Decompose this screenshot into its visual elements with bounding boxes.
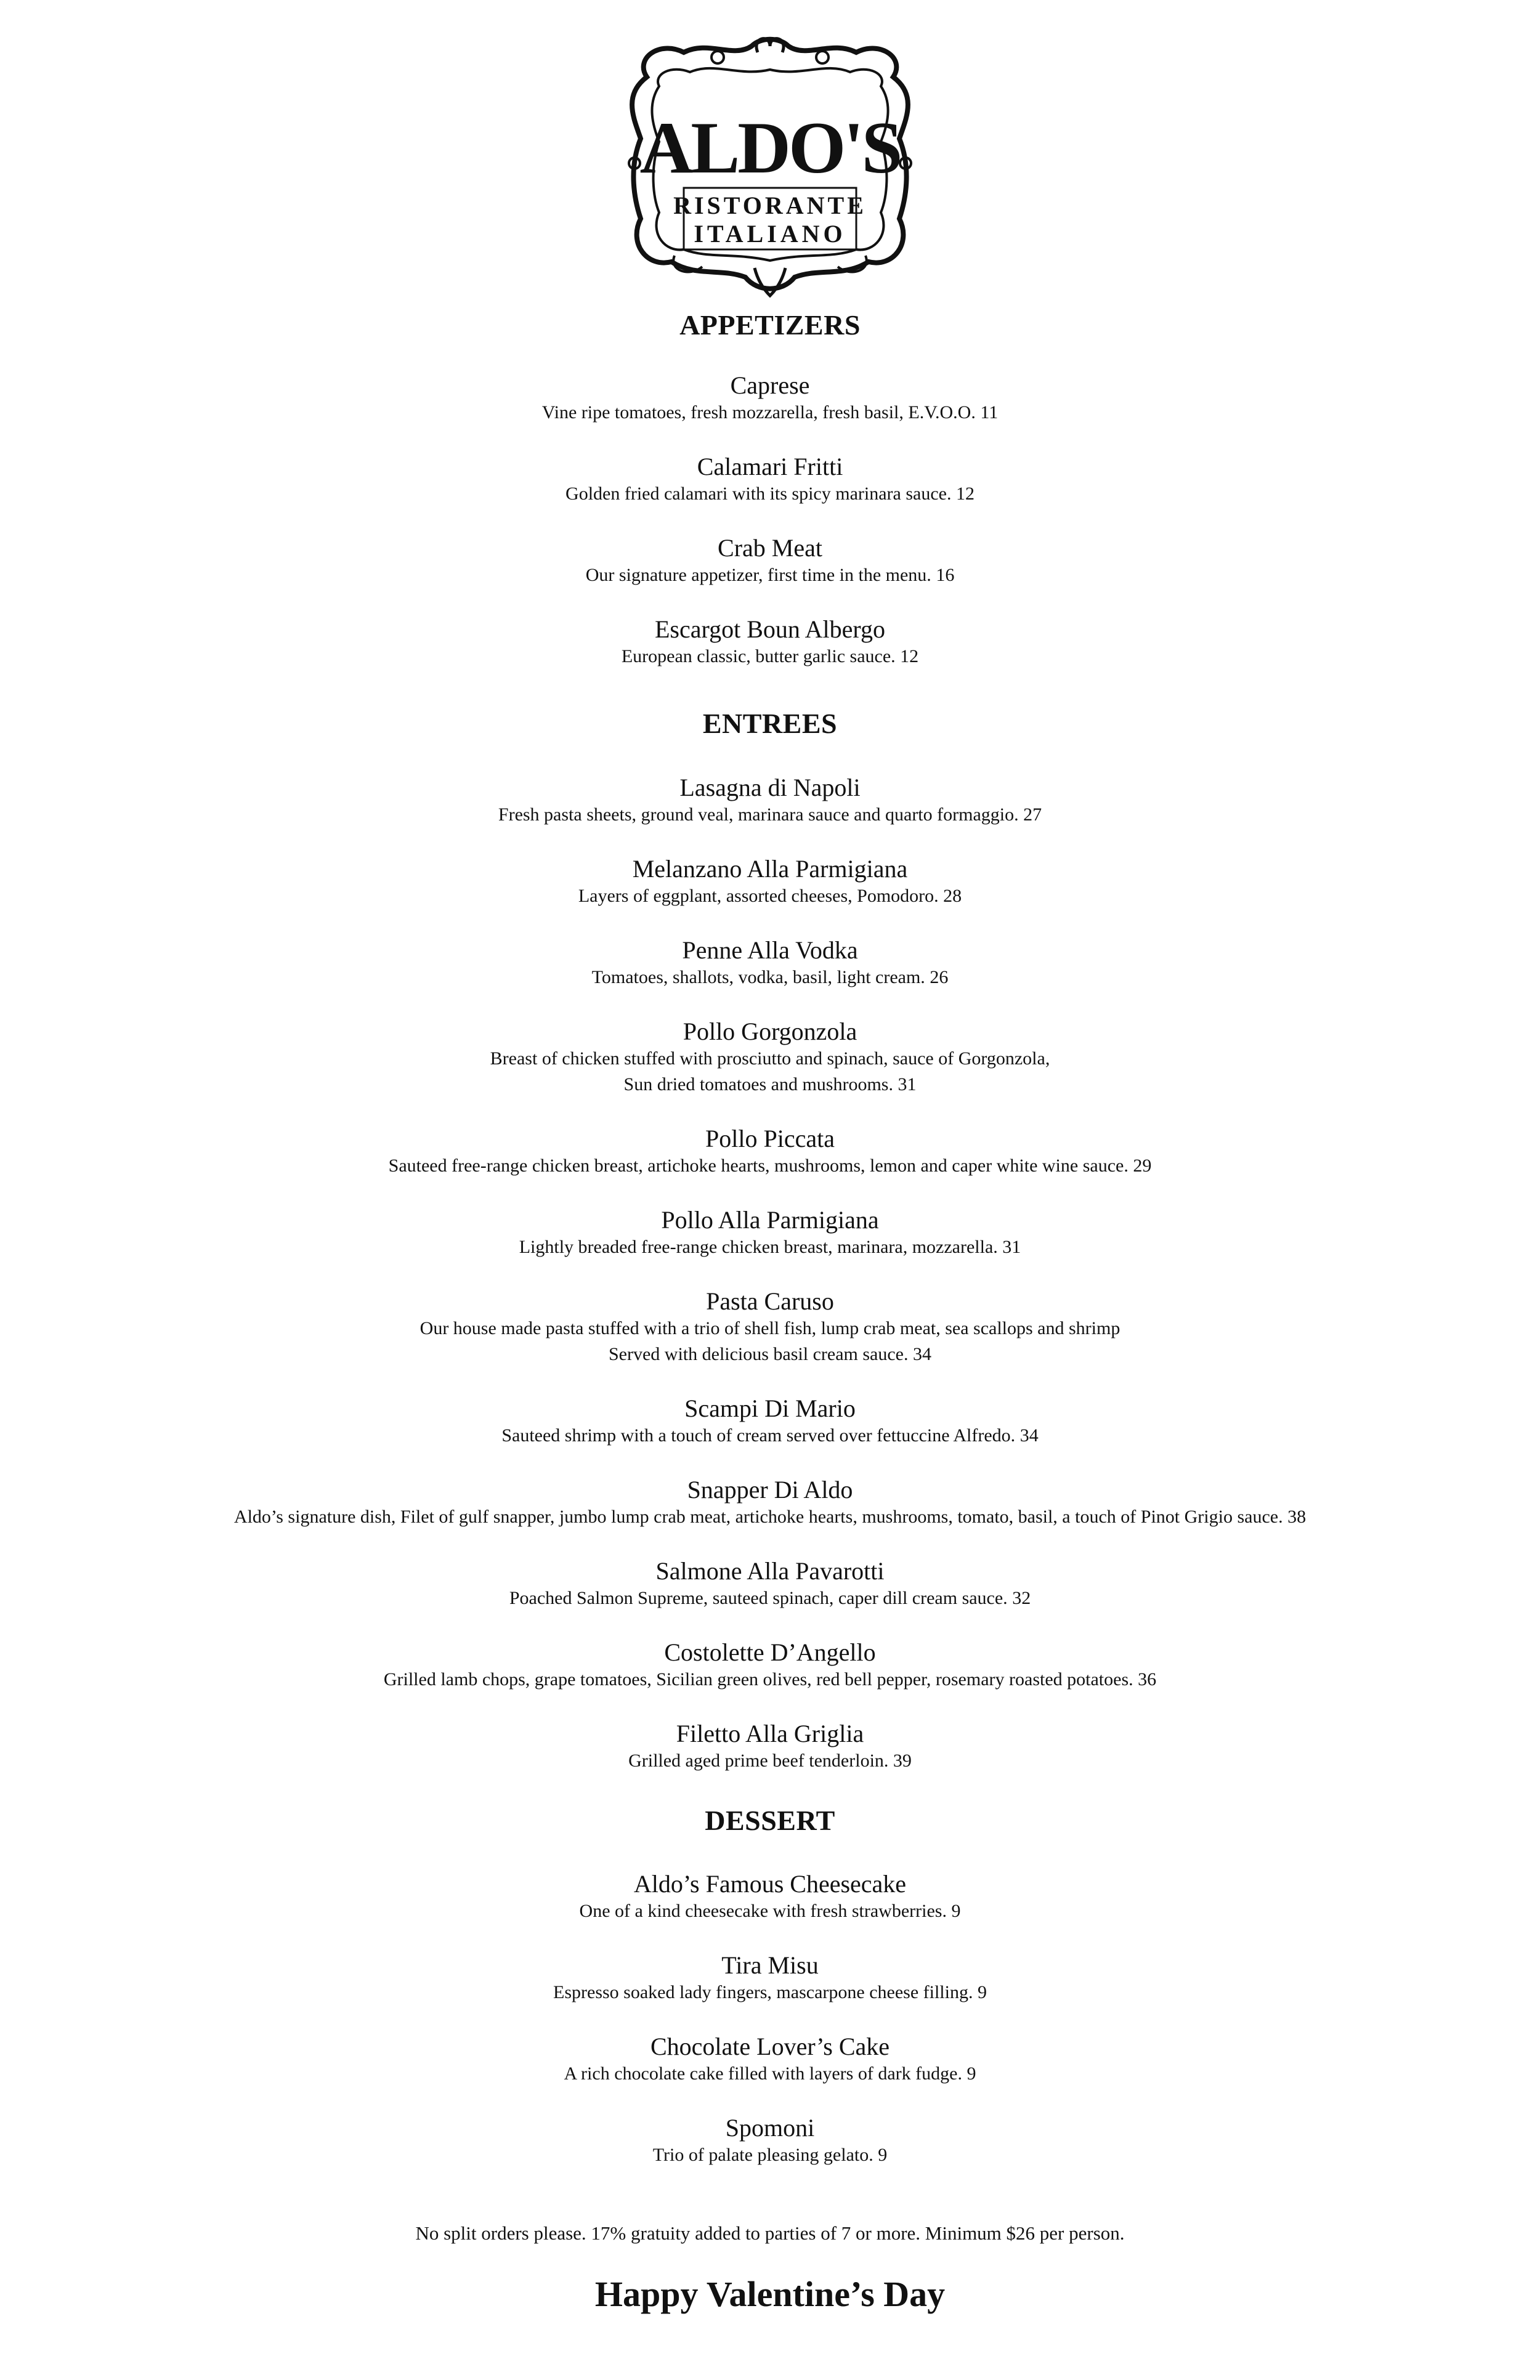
item-description: Tomatoes, shallots, vodka, basil, light cream. 26 xyxy=(591,967,949,987)
item-description: Aldo’s signature dish, Filet of gulf snapper, jumbo lump crab meat, artichoke hearts, mushrooms, tomato, basil, a touch of Pinot Grigio sauce. 38 xyxy=(233,1507,1307,1527)
logo-wordmark: ALDO'S xyxy=(639,107,901,188)
item-description: Grilled lamb chops, grape tomatoes, Sicilian green olives, red bell pepper, rosemary roasted potatoes. 36 xyxy=(383,1669,1157,1690)
item-price: 34 xyxy=(913,1344,931,1364)
item-description: Fresh pasta sheets, ground veal, marinara sauce and quarto formaggio. 27 xyxy=(498,804,1042,825)
menu-item xyxy=(0,2033,1540,2087)
item-description: Vine ripe tomatoes, fresh mozzarella, fresh basil, E.V.O.O. 11 xyxy=(541,402,999,423)
item-price: 31 xyxy=(898,1074,917,1095)
entrees-heading: ENTREES xyxy=(702,708,838,739)
item-name: Escargot Boun Albergo xyxy=(654,615,886,643)
item-description: A rich chocolate cake filled with layers of dark fudge. 9 xyxy=(564,2063,976,2084)
item-name: Salmone Alla Pavarotti xyxy=(655,1557,885,1585)
item-price: 29 xyxy=(1133,1156,1152,1176)
item-name: Calamari Fritti xyxy=(697,453,843,480)
item-price: 16 xyxy=(936,565,955,585)
item-name: Pasta Caruso xyxy=(706,1287,834,1315)
item-name: Penne Alla Vodka xyxy=(682,936,858,964)
menu-item xyxy=(0,1870,1540,1924)
menu-item xyxy=(0,453,1540,507)
item-description: Sauteed shrimp with a touch of cream served over fettuccine Alfredo. 34 xyxy=(501,1425,1039,1446)
menu-item xyxy=(0,1476,1540,1530)
item-name: Pollo Alla Parmigiana xyxy=(661,1206,879,1234)
item-price: 9 xyxy=(951,1901,961,1921)
item-name: Spomoni xyxy=(725,2114,815,2142)
item-price: 38 xyxy=(1287,1507,1307,1527)
item-description-line-2: Sun dried tomatoes and mushrooms. 31 xyxy=(623,1074,917,1095)
menu-item xyxy=(0,1638,1540,1693)
item-name: Caprese xyxy=(730,371,810,399)
item-description: Our house made pasta stuffed with a trio of shell fish, lump crab meat, sea scallops and shrimp xyxy=(419,1318,1121,1338)
item-name: Pollo Piccata xyxy=(705,1125,835,1152)
logo-line-1: RISTORANTE xyxy=(673,192,867,219)
menu-item xyxy=(0,1018,1540,1098)
item-name: Tira Misu xyxy=(721,1951,819,1979)
item-description: Layers of eggplant, assorted cheeses, Pomodoro. 28 xyxy=(578,886,962,906)
item-description: Poached Salmon Supreme, sauteed spinach, caper dill cream sauce. 32 xyxy=(509,1588,1031,1608)
menu-item xyxy=(0,1557,1540,1611)
item-price: 9 xyxy=(878,2145,888,2165)
item-name: Filetto Alla Griglia xyxy=(676,1720,864,1747)
item-description: Lightly breaded free-range chicken breast, marinara, mozzarella. 31 xyxy=(519,1237,1021,1257)
menu-item xyxy=(0,855,1540,909)
restaurant-logo xyxy=(610,34,930,299)
menu-item xyxy=(0,534,1540,588)
item-price: 27 xyxy=(1023,804,1042,825)
appetizers-heading: APPETIZERS xyxy=(679,309,861,341)
item-price: 12 xyxy=(900,646,919,666)
item-description: Sauteed free-range chicken breast, artichoke hearts, mushrooms, lemon and caper white wine sauce. 29 xyxy=(388,1156,1152,1176)
item-name: Chocolate Lover’s Cake xyxy=(650,2033,890,2060)
policy-note: No split orders please. 17% gratuity added to parties of 7 or more. Minimum $26 per person. xyxy=(415,2222,1125,2244)
menu-item xyxy=(0,1125,1540,1179)
logo-line-2: ITALIANO xyxy=(694,220,846,248)
item-price: 36 xyxy=(1138,1669,1157,1690)
item-price: 28 xyxy=(943,886,962,906)
item-description: Golden fried calamari with its spicy marinara sauce. 12 xyxy=(565,484,975,504)
item-price: 9 xyxy=(977,1982,987,2002)
menu-item xyxy=(0,371,1540,426)
menu-item xyxy=(0,1951,1540,2006)
item-description: Grilled aged prime beef tenderloin. 39 xyxy=(628,1751,912,1771)
item-price: 32 xyxy=(1012,1588,1031,1608)
item-description: Trio of palate pleasing gelato. 9 xyxy=(652,2145,888,2165)
menu-item xyxy=(0,1206,1540,1260)
valentines-greeting: Happy Valentine’s Day xyxy=(594,2274,946,2314)
item-price: 9 xyxy=(967,2063,976,2084)
item-description: Our signature appetizer, first time in the menu. 16 xyxy=(585,565,955,585)
menu-item xyxy=(0,2114,1540,2168)
item-description: One of a kind cheesecake with fresh strawberries. 9 xyxy=(579,1901,961,1921)
item-description: Breast of chicken stuffed with prosciutto and spinach, sauce of Gorgonzola, xyxy=(490,1048,1050,1069)
menu-item xyxy=(0,615,1540,670)
item-name: Crab Meat xyxy=(718,534,822,562)
menu-item xyxy=(0,1287,1540,1367)
menu-item xyxy=(0,936,1540,990)
menu-item xyxy=(0,774,1540,828)
item-name: Lasagna di Napoli xyxy=(679,774,861,801)
item-price: 11 xyxy=(980,402,999,423)
item-name: Scampi Di Mario xyxy=(684,1394,856,1422)
menu-item xyxy=(0,1720,1540,1774)
item-price: 31 xyxy=(1002,1237,1021,1257)
item-price: 12 xyxy=(955,484,975,504)
item-name: Aldo’s Famous Cheesecake xyxy=(633,1870,907,1898)
item-name: Melanzano Alla Parmigiana xyxy=(632,855,908,883)
menu-item xyxy=(0,1394,1540,1449)
item-name: Pollo Gorgonzola xyxy=(683,1018,857,1045)
dessert-heading: DESSERT xyxy=(705,1805,835,1836)
item-name: Snapper Di Aldo xyxy=(687,1476,853,1504)
item-description: European classic, butter garlic sauce. 12 xyxy=(621,646,919,666)
item-name: Costolette D’Angello xyxy=(664,1638,876,1666)
item-description: Espresso soaked lady fingers, mascarpone cheese filling. 9 xyxy=(553,1982,987,2002)
item-price: 26 xyxy=(930,967,949,987)
item-price: 34 xyxy=(1019,1425,1039,1446)
item-price: 39 xyxy=(893,1751,912,1771)
item-description-line-2: Served with delicious basil cream sauce. 34 xyxy=(608,1344,931,1364)
